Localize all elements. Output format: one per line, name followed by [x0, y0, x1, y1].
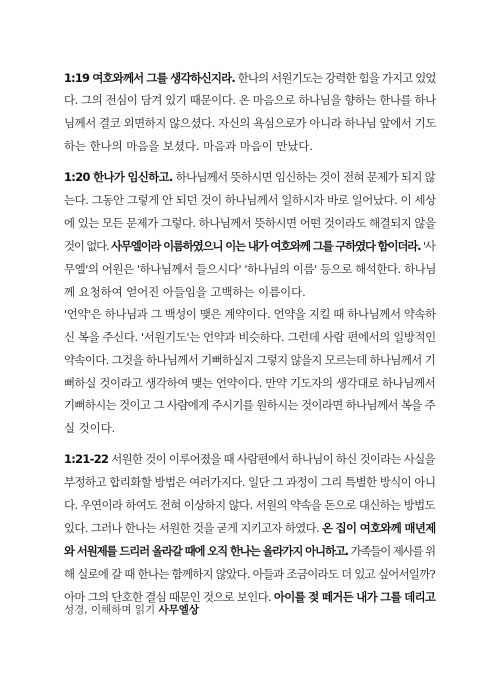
bold-text-run: 사무엘이라 이름하였으니 이는 내가 여호와께 그를 구하였다 함이더라.	[110, 239, 421, 253]
text-line	[64, 192, 436, 208]
text-run: 하는 한나의 마음을 보셨다. 마음과 마음이 만났다.	[64, 139, 314, 153]
text-line	[64, 70, 436, 86]
text-line	[64, 169, 435, 185]
text-run: 것이 없다.	[64, 239, 111, 253]
bold-text-run: 아이를 젖 떼거든 내가 그를 데리고	[273, 590, 436, 604]
text-run: 뻐하실 것이라고 생각하여 맺는 언약이다. 만약 기도자의 생각대로 하나님께서	[64, 376, 436, 390]
text-run: '사	[420, 239, 435, 253]
text-run: 다. 우연이라 하여도 전혀 이상하지 않다. 서원의 약속을 돈으로 대신하는 방법도	[64, 498, 436, 512]
text-line	[64, 238, 435, 254]
text-line	[64, 115, 436, 131]
text-run: 님께서 결코 외면하지 않으셨다. 자신의 욕심으로가 아니라 하나님 앞에서 기도	[64, 116, 436, 130]
text-line	[64, 543, 435, 559]
text-line	[64, 566, 435, 582]
text-run: 는다. 그동안 그렇게 안 되던 것이 하나님께서 일하시자 바로 일어났다. 이 세상	[64, 193, 436, 207]
text-run: 서원한 것이 이루어졌을 때 사람편에서 하나님이 하신 것이라는 사실을	[108, 452, 435, 466]
text-line	[64, 352, 435, 368]
text-run: 하나님께서 뜻하시면 임신하는 것이 전혀 문제가 되지 않	[172, 170, 436, 184]
text-run: 께 요청하여 얻어진 아들임을 고백하는 이름이다.	[64, 285, 306, 299]
text-line	[64, 497, 435, 513]
text-run: 무엘'의 어원은 '하나님께서 들으시다' '하나님의 이름' 등으로 해석한다. 하나님	[64, 262, 436, 276]
text-line	[64, 420, 115, 436]
text-line	[64, 215, 435, 231]
bold-text-run: 1:20 한나가 임신하고.	[64, 170, 173, 184]
text-line	[64, 92, 436, 108]
text-run: 아마 그의 단호한 결심 때문인 것으로 보인다.	[64, 590, 274, 604]
text-line	[64, 261, 436, 277]
bold-text-run: 온 집이 여호와께 매년제	[321, 521, 436, 535]
text-line	[64, 397, 435, 413]
text-run: '언약'은 하나님과 그 백성이 맺은 계약이다. 언약을 지킬 때 하나님께서 약속하	[64, 307, 436, 321]
bold-text-run: 1:19 여호와께서 그를 생각하신지라.	[64, 71, 235, 85]
text-line	[64, 306, 436, 322]
text-line	[64, 451, 435, 467]
text-line	[64, 474, 435, 490]
footer-book-title: 사무엘상	[158, 604, 200, 616]
text-run: 있다. 그러나 한나는 서원한 것을 굳게 지키고자 하였다.	[64, 521, 322, 535]
bold-text-run: 1:21-22	[64, 452, 109, 466]
text-run: 한나의 서원기도는 강력한 힘을 가지고 있었	[234, 71, 436, 85]
footer-text: 성경, 이해하며 읽기	[64, 604, 159, 616]
text-run: 에 있는 모든 문제가 그렇다. 하나님께서 뜻하시면 어떤 것이라도 해결되지 않을	[64, 216, 436, 230]
text-line	[64, 329, 436, 345]
text-run: 신 복을 주신다. '서원기도'는 언약과 비슷하다. 그런데 사람 편에서의 일방적인	[64, 330, 436, 344]
text-run: 해 실로에 갈 때 한나는 함께하지 않았다. 아들과 조금이라도 더 있고 싶어서일까?	[64, 567, 435, 581]
page-footer	[64, 602, 199, 617]
text-line	[64, 284, 306, 300]
text-line	[64, 375, 435, 391]
text-run: 가족들이 제사를 위	[348, 544, 435, 558]
text-line	[64, 520, 436, 536]
text-run: 약속이다. 그것을 하나님께서 기뻐하실지 그렇지 않을지 모르는데 하나님께서 기	[64, 353, 436, 367]
bold-text-run: 와 서원제를 드리러 올라갈 때에 오직 한나는 올라가지 아니하고.	[64, 544, 349, 558]
text-run: 다. 그의 전심이 담겨 있기 때문이다. 온 마음으로 하나님을 향하는 한나를 하나	[64, 93, 436, 107]
text-run: 기뻐하시는 것이고 그 사람에게 주시기를 원하시는 것이라면 하나님께서 복을 주	[64, 398, 436, 412]
text-run: 실 것이다.	[64, 421, 116, 435]
text-line	[64, 138, 313, 154]
text-run: 부정하고 합리화할 방법은 여러가지다. 일단 그 과정이 그리 특별한 방식이 아니	[64, 475, 436, 489]
